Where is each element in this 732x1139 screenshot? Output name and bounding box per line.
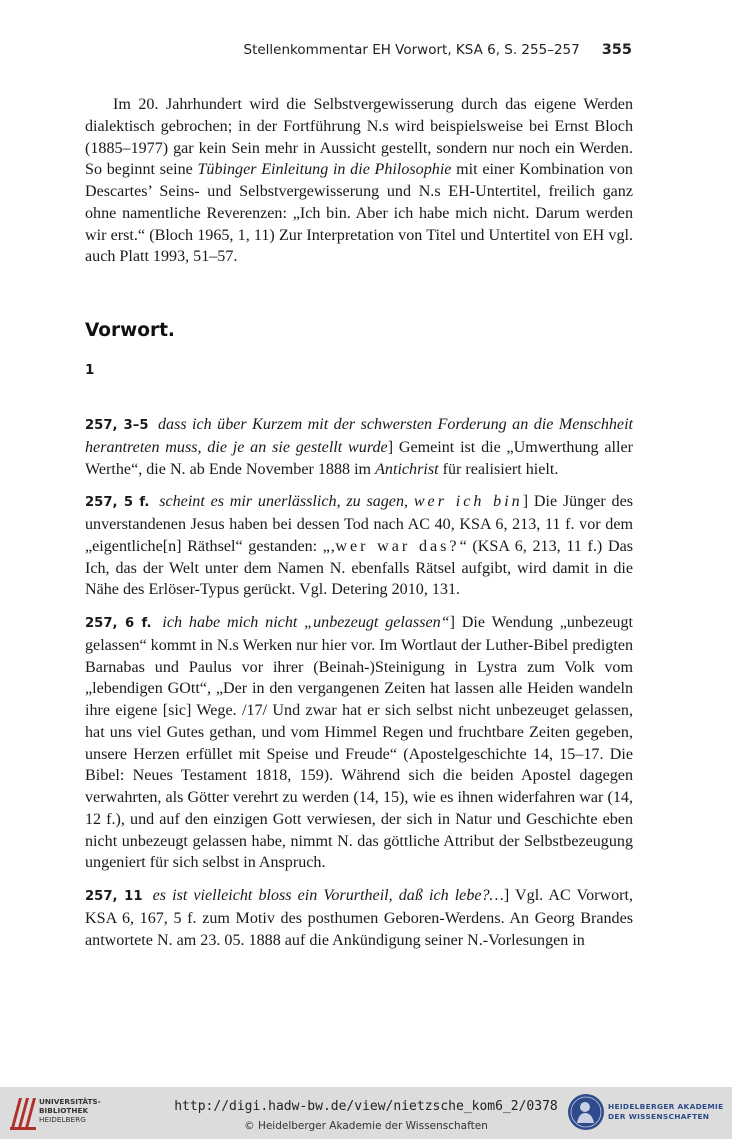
running-header <box>244 42 632 66</box>
section-number: 1 <box>85 362 95 378</box>
intro-paragraph: Im 20. Jahrhundert wird die Selbstvergewisserung durch das eigene Werden dialektisch gebrochen; in der Fortführung N.s wird beispielsweise bei Ernst Bloch (1885–1977) gar kein Sein mehr in Aussicht gestellt, sondern nur noch ein Werden. So beginnt seine Tübinger Einleitung in die Philosophie mit einer Kombination von Descartes’ Seins- und Selbstvergewisserung und N.s EH-Untertitel, freilich ganz ohne namentliche Reverenzen: „Ich bin. Aber ich habe mich nicht. Darum werden wir erst.“ (Bloch 1965, 1, 11) Zur Interpretation von Titel und Untertitel von EH vgl. auch Platt 1993, 51–57. <box>85 96 633 266</box>
commentary-entry: 257, 6 f. ich habe mich nicht „unbezeugt gelassen“] Die Wendung „unbezeugt gelassen“ kommt in N.s Werken nur hier vor. Im Wortlaut der Luther-Bibel predigten Barnabas und Paulus vor ihrer (Beinah-)Steinigung in Lystra zum Volk vom „lebendigen GOtt“, „Der in den vergangenen Zeiten hat lassen alle Heiden wandeln ihre eigene [sic] Wege. /17/ Und zwar hat er sich selbst nicht unbezeuget gelassen, hat uns viel Gutes gethan, und vom Himmel Regen und fruchtbare Zeiten gegeben, unsere Herzen erfüllet mit Speise und Freude“ (Apostelgeschichte 14, 15–17. Die Bibel: Neues Testament 1818, 159). Während sich die beiden Apostel dagegen verwahrten, als Götter verehrt zu werden (14, 15), wie es ihnen widerfahren war (14, 12 f.), und auf den einzigen Gott verwiesen, der sich in Natur und Geschichte eben nicht unbezeugt gelassen habe, nimmt N. das göttliche Attribut der Selbstbezeugung ungeniert für sich selbst in Anspruch. <box>85 614 634 872</box>
commentary-list <box>85 414 633 962</box>
section-heading: Vorwort. <box>85 320 175 341</box>
line-reference: 257, 3–5 <box>85 418 149 433</box>
line-reference: 257, 5 f. <box>85 495 150 511</box>
lemma: scheint es mir unerlässlich, zu sagen, <box>159 493 409 511</box>
footer-bar <box>0 1087 732 1139</box>
academy-seal-icon <box>566 1092 606 1132</box>
line-reference: 257, 11 <box>85 889 143 904</box>
lemma: dass ich über Kurzem mit der schwersten Forderung an die Menschheit herantreten muss, die je an sie gestellt wurde <box>85 416 634 456</box>
commentary-entry: 257, 5 f. scheint es mir unerlässlich, zu sagen, wer ich bin] Die Jünger des unverstandenen Jesus haben bei dessen Tod nach AC 40, KSA 6, 213, 11 f. vor dem „eigentliche[n] Räthsel“ gestanden: „‚wer war das?“ (KSA 6, 213, 11 f.) Das Ich, das der Welt unter dem Namen N. ebenfalls Rätsel aufgibt, wird damit in die Nähe des Erlöser-Typus gerückt. Vgl. Detering 2010, 131. <box>85 493 634 599</box>
lemma: es ist vielleicht bloss ein Vorurtheil, daß ich lebe?… <box>152 887 504 904</box>
book-title: Tübinger Einleitung in die Philosophie <box>197 161 452 179</box>
academy-name: HEIDELBERGER AKADEMIE DER WISSENSCHAFTEN <box>608 1102 724 1121</box>
line-reference: 257, 6 f. <box>85 616 152 631</box>
commentary-entry: 257, 3–5 dass ich über Kurzem mit der schwersten Forderung an die Menschheit herantreten muss, die je an sie gestellt wurde] Gemeint ist die „Umwerthung aller Werthe“, die N. ab Ende November 1888 im Antichrist für realisiert hielt. <box>85 416 634 478</box>
copyright-notice: © Heidelberger Akademie der Wissenschaften <box>244 1120 488 1132</box>
running-title: Stellenkommentar EH Vorwort, KSA 6, S. 255–257 <box>243 42 580 58</box>
permalink[interactable]: http://digi.hadw-bw.de/view/nietzsche_kom6_2/0378 <box>174 1099 558 1114</box>
commentary-entry: 257, 11 es ist vielleicht bloss ein Vorurtheil, daß ich lebe?…] Vgl. AC Vorwort, KSA 6, 167, 5 f. zum Motiv des posthumen Geboren-Werdens. An Georg Brandes antwortete N. am 23. 05. 1888 auf die Ankündigung seiner N.-Vorlesungen in <box>85 887 633 949</box>
lemma: ich habe mich nicht „unbezeugt gelassen“ <box>162 614 450 631</box>
university-library-name: UNIVERSITÄTS- BIBLIOTHEK HEIDELBERG <box>39 1097 101 1124</box>
page-number: 355 <box>601 42 632 58</box>
